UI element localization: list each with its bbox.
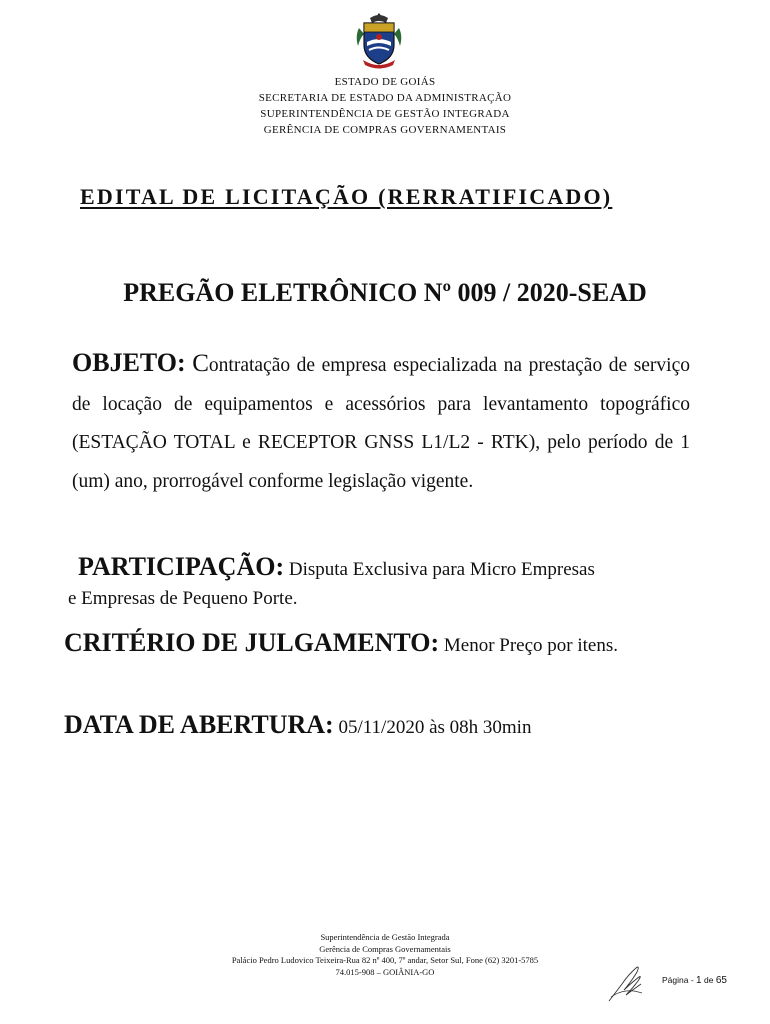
objeto-initial: C [192, 350, 209, 377]
footer-line-address: Palácio Pedro Ludovico Teixeira-Rua 82 nº 400, 7º andar, Setor Sul, Fone (62) 3201-5785 [231, 955, 539, 965]
participacao-section [68, 552, 692, 613]
criterio-label: CRITÉRIO DE JULGAMENTO: [64, 628, 440, 657]
header-line-superintendency: SUPERINTENDÊNCIA DE GESTÃO INTEGRADA [260, 108, 510, 120]
criterio-section [64, 628, 618, 658]
agency-header [0, 74, 770, 138]
header-line-state: ESTADO DE GOIÁS [334, 76, 436, 88]
objeto-label: OBJETO: [72, 348, 186, 377]
criterio-text: Menor Preço por itens. [443, 635, 619, 656]
abertura-time: às 08h 30min [429, 717, 532, 738]
objeto-section [72, 344, 690, 501]
abertura-section [64, 710, 531, 740]
objeto-text: ontratação de empresa especializada na prestação de serviço de locação de equipamentos e acessórios para levantamento topográfico (ESTAÇÃO TOTAL e RECEPTOR GNSS L1/L2 - RTK), pelo período de 1 (um) ano, prorrogável conforme legislação vigente. [72, 355, 691, 492]
abertura-label: DATA DE ABERTURA: [64, 710, 334, 739]
participacao-text-line2: e Empresas de Pequeno Porte. [68, 588, 298, 609]
pregao-number: PREGÃO ELETRÔNICO Nº 009 / 2020-SEAD [123, 278, 647, 307]
page-current: 1 [696, 975, 702, 986]
participacao-text-line1: Disputa Exclusiva para Micro Empresas [288, 559, 595, 580]
signature-icon [606, 962, 646, 1004]
footer-line-zip: 74.015-908 – GOIÂNIA-GO [335, 966, 435, 977]
abertura-date: 05/11/2020 [338, 717, 425, 738]
page-prefix: Página - [662, 975, 694, 985]
document-title: EDITAL DE LICITAÇÃO (RERRATIFICADO) [80, 184, 613, 209]
footer-line-superintendency: Superintendência de Gestão Integrada [320, 932, 450, 942]
header-line-secretariat: SECRETARIA DE ESTADO DA ADMINISTRAÇÃO [258, 92, 512, 104]
page-number [662, 975, 727, 986]
header-line-management: GERÊNCIA DE COMPRAS GOVERNAMENTAIS [263, 124, 507, 136]
page-total: 65 [715, 975, 727, 986]
page-separator: de [703, 975, 714, 985]
coat-of-arms-icon [355, 12, 403, 70]
page-footer [0, 932, 770, 978]
participacao-label: PARTICIPAÇÃO: [78, 552, 285, 581]
footer-line-management: Gerência de Compras Governamentais [319, 943, 451, 954]
